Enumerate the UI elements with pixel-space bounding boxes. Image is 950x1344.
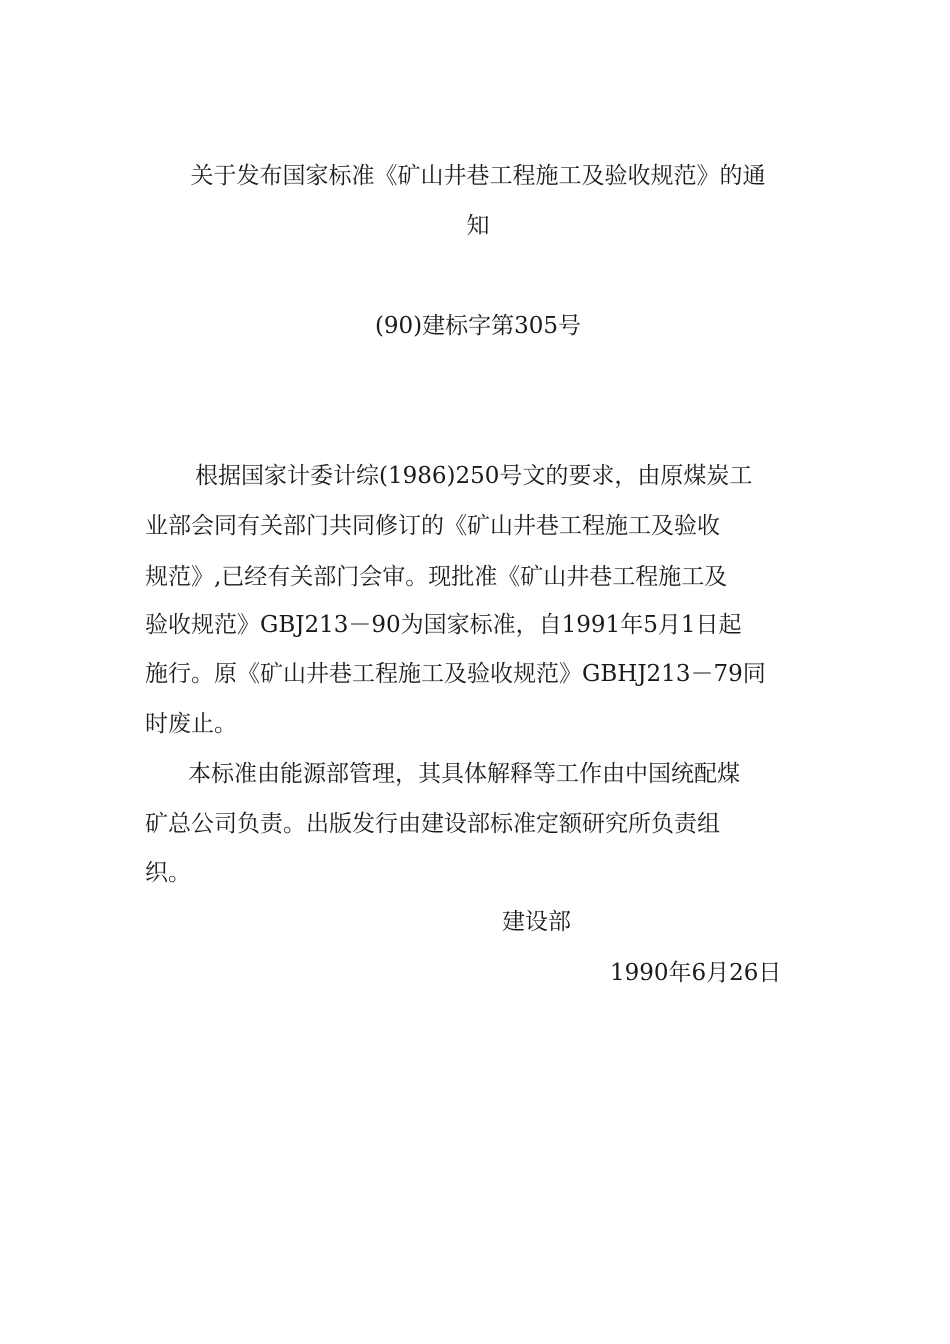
- signature-organization: 建设部: [502, 909, 571, 935]
- paragraph-2-line-1: 本标准由能源部管理，其具体解释等工作由中国统配煤: [188, 761, 740, 787]
- paragraph-1-line-5: 施行。原《矿山井巷工程施工及验收规范》GBHJ213－79同: [145, 661, 766, 687]
- paragraph-1-line-1: 根据国家计委计综(1986)250号文的要求，由原煤炭工: [195, 463, 753, 489]
- title-line-1: 关于发布国家标准《矿山井巷工程施工及验收规范》的通: [190, 163, 766, 189]
- paragraph-1-line-2: 业部会同有关部门共同修订的《矿山井巷工程施工及验收: [145, 513, 720, 539]
- document-number: (90)建标字第305号: [374, 313, 582, 339]
- title-line-2: 知: [466, 213, 490, 239]
- paragraph-2-line-3: 织。: [145, 860, 191, 886]
- paragraph-1-line-3: 规范》,已经有关部门会审。现批准《矿山井巷工程施工及: [145, 564, 728, 590]
- paragraph-2-line-2: 矿总公司负责。出版发行由建设部标准定额研究所负责组: [145, 811, 720, 837]
- paragraph-1-line-4: 验收规范》GBJ213－90为国家标准，自1991年5月1日起: [145, 612, 742, 638]
- signature-date: 1990年6月26日: [610, 960, 782, 986]
- paragraph-1-line-6: 时废止。: [145, 711, 237, 737]
